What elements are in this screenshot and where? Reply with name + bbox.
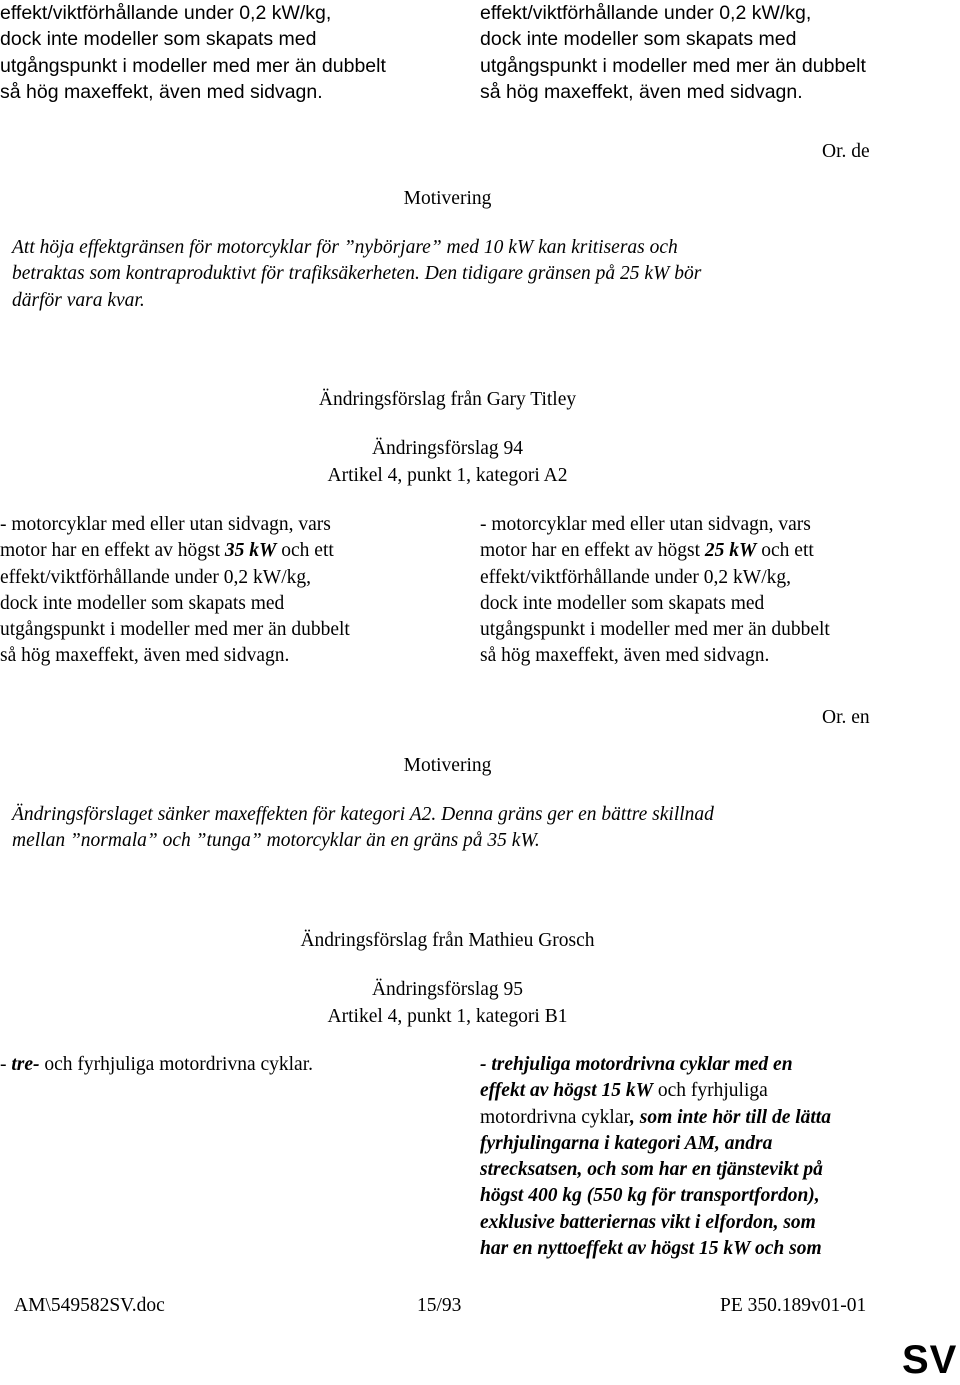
text-line: Att höja effektgränsen för motorcyklar för ”nybörjare” med 10 kW kan kritiseras och (12, 237, 678, 258)
amendment-number: Ändringsförslag 95 (371, 979, 524, 1000)
text-line: betraktas som kontraproduktivt för trafiksäkerheten. Den tidigare gränsen på 25 kW bör (12, 263, 702, 285)
text-span: motor har en effekt av högst (480, 540, 705, 562)
text-span: tre- (11, 1054, 40, 1075)
text-span: - (0, 1054, 12, 1075)
motivering-heading: Motivering (403, 188, 492, 209)
text-line: Ändringsförslaget sänker maxeffekten för kategori A2. Denna gräns ger en bättre skillnad (12, 804, 714, 825)
amendment-article: Artikel 4, punkt 1, kategori B1 (327, 1006, 568, 1027)
original-language-de: Or. de (822, 141, 870, 162)
text-line: har en nyttoeffekt av högst 15 kW och som (480, 1238, 822, 1260)
text-line: dock inte modeller som skapats med (480, 28, 797, 51)
previous-amendment-right-text (480, 0, 940, 105)
text-line: så hög maxeffekt, även med sidvagn. (0, 80, 323, 103)
text-line: dock inte modeller som skapats med (0, 592, 285, 614)
original-language-en: Or. en (822, 707, 870, 728)
amendment-article: Artikel 4, punkt 1, kategori A2 (327, 465, 568, 486)
text-line: - motorcyklar med eller utan sidvagn, vars (0, 514, 331, 535)
text-span: effekt av högst 15 kW (480, 1080, 653, 1102)
text-line: effekt/viktförhållande under 0,2 kW/kg, (0, 2, 332, 24)
text-line: effekt/viktförhållande under 0,2 kW/kg, (480, 2, 812, 24)
text-line: - trehjuliga motordrivna cyklar med en (480, 1054, 793, 1075)
motivering-text (12, 802, 892, 855)
text-line: strecksatsen, och som har en tjänstevikt på (480, 1159, 823, 1181)
text-line: mellan ”normala” och ”tunga” motorcyklar än en gräns på 35 kW. (12, 830, 540, 852)
text-span: och fyrhjuliga (652, 1080, 768, 1102)
text-line: högst 400 kg (550 kg för transportfordon), (480, 1185, 820, 1207)
text-line (480, 1078, 940, 1104)
text-span: motor har en effekt av högst (0, 540, 225, 562)
text-line: dock inte modeller som skapats med (480, 592, 765, 614)
footer-pe-ref: PE 350.189v01-01 (720, 1295, 867, 1316)
text-line: så hög maxeffekt, även med sidvagn. (0, 645, 290, 667)
text-span: och ett (756, 540, 814, 562)
text-line (0, 538, 450, 564)
text-line: effekt/viktförhållande under 0,2 kW/kg, (480, 566, 792, 588)
text-line: därför vara kvar. (12, 289, 145, 311)
language-badge: SV (902, 1338, 958, 1382)
amendment-number: Ändringsförslag 94 (371, 438, 524, 459)
text-line: - motorcyklar med eller utan sidvagn, vars (480, 514, 811, 535)
text-line: effekt/viktförhållande under 0,2 kW/kg, (0, 566, 312, 588)
footer-doc-ref: AM\549582SV.doc (14, 1295, 165, 1316)
text-line: utgångspunkt i modeller med mer än dubbelt (480, 54, 866, 77)
previous-amendment-left-text (0, 0, 450, 105)
text-span: motordrivna cyklar (480, 1106, 630, 1128)
text-span: och ett (276, 540, 334, 562)
text-line: så hög maxeffekt, även med sidvagn. (480, 80, 803, 103)
motivering-text (12, 235, 892, 314)
text-line: så hög maxeffekt, även med sidvagn. (480, 645, 770, 667)
text-line (480, 538, 940, 564)
text-line: utgångspunkt i modeller med mer än dubbelt (480, 619, 830, 641)
text-line: dock inte modeller som skapats med (0, 28, 317, 51)
text-span: och fyrhjuliga motordrivna cyklar. (39, 1054, 313, 1075)
amendment-author: Ändringsförslag från Mathieu Grosch (300, 930, 595, 951)
motivering-heading: Motivering (403, 755, 492, 776)
amendment-95-amended-text (480, 1052, 940, 1262)
amendment-94-commission-text (0, 512, 450, 670)
text-line: utgångspunkt i modeller med mer än dubbelt (0, 619, 350, 641)
power-limit-value: 35 kW (224, 540, 277, 562)
text-line: fyrhjulingarna i kategori AM, andra (480, 1132, 773, 1154)
text-line (480, 1105, 940, 1131)
text-line: utgångspunkt i modeller med mer än dubbelt (0, 54, 386, 77)
text-line (0, 1052, 450, 1078)
amendment-94-amended-text (480, 512, 940, 670)
amendment-95-commission-text (0, 1052, 450, 1078)
amendment-author: Ändringsförslag från Gary Titley (318, 389, 577, 410)
text-line: exklusive batteriernas vikt i elfordon, som (480, 1211, 816, 1233)
footer-page-number: 15/93 (417, 1295, 462, 1316)
power-limit-value: 25 kW (704, 540, 757, 562)
text-span: , som inte hör till de lätta (630, 1106, 831, 1128)
